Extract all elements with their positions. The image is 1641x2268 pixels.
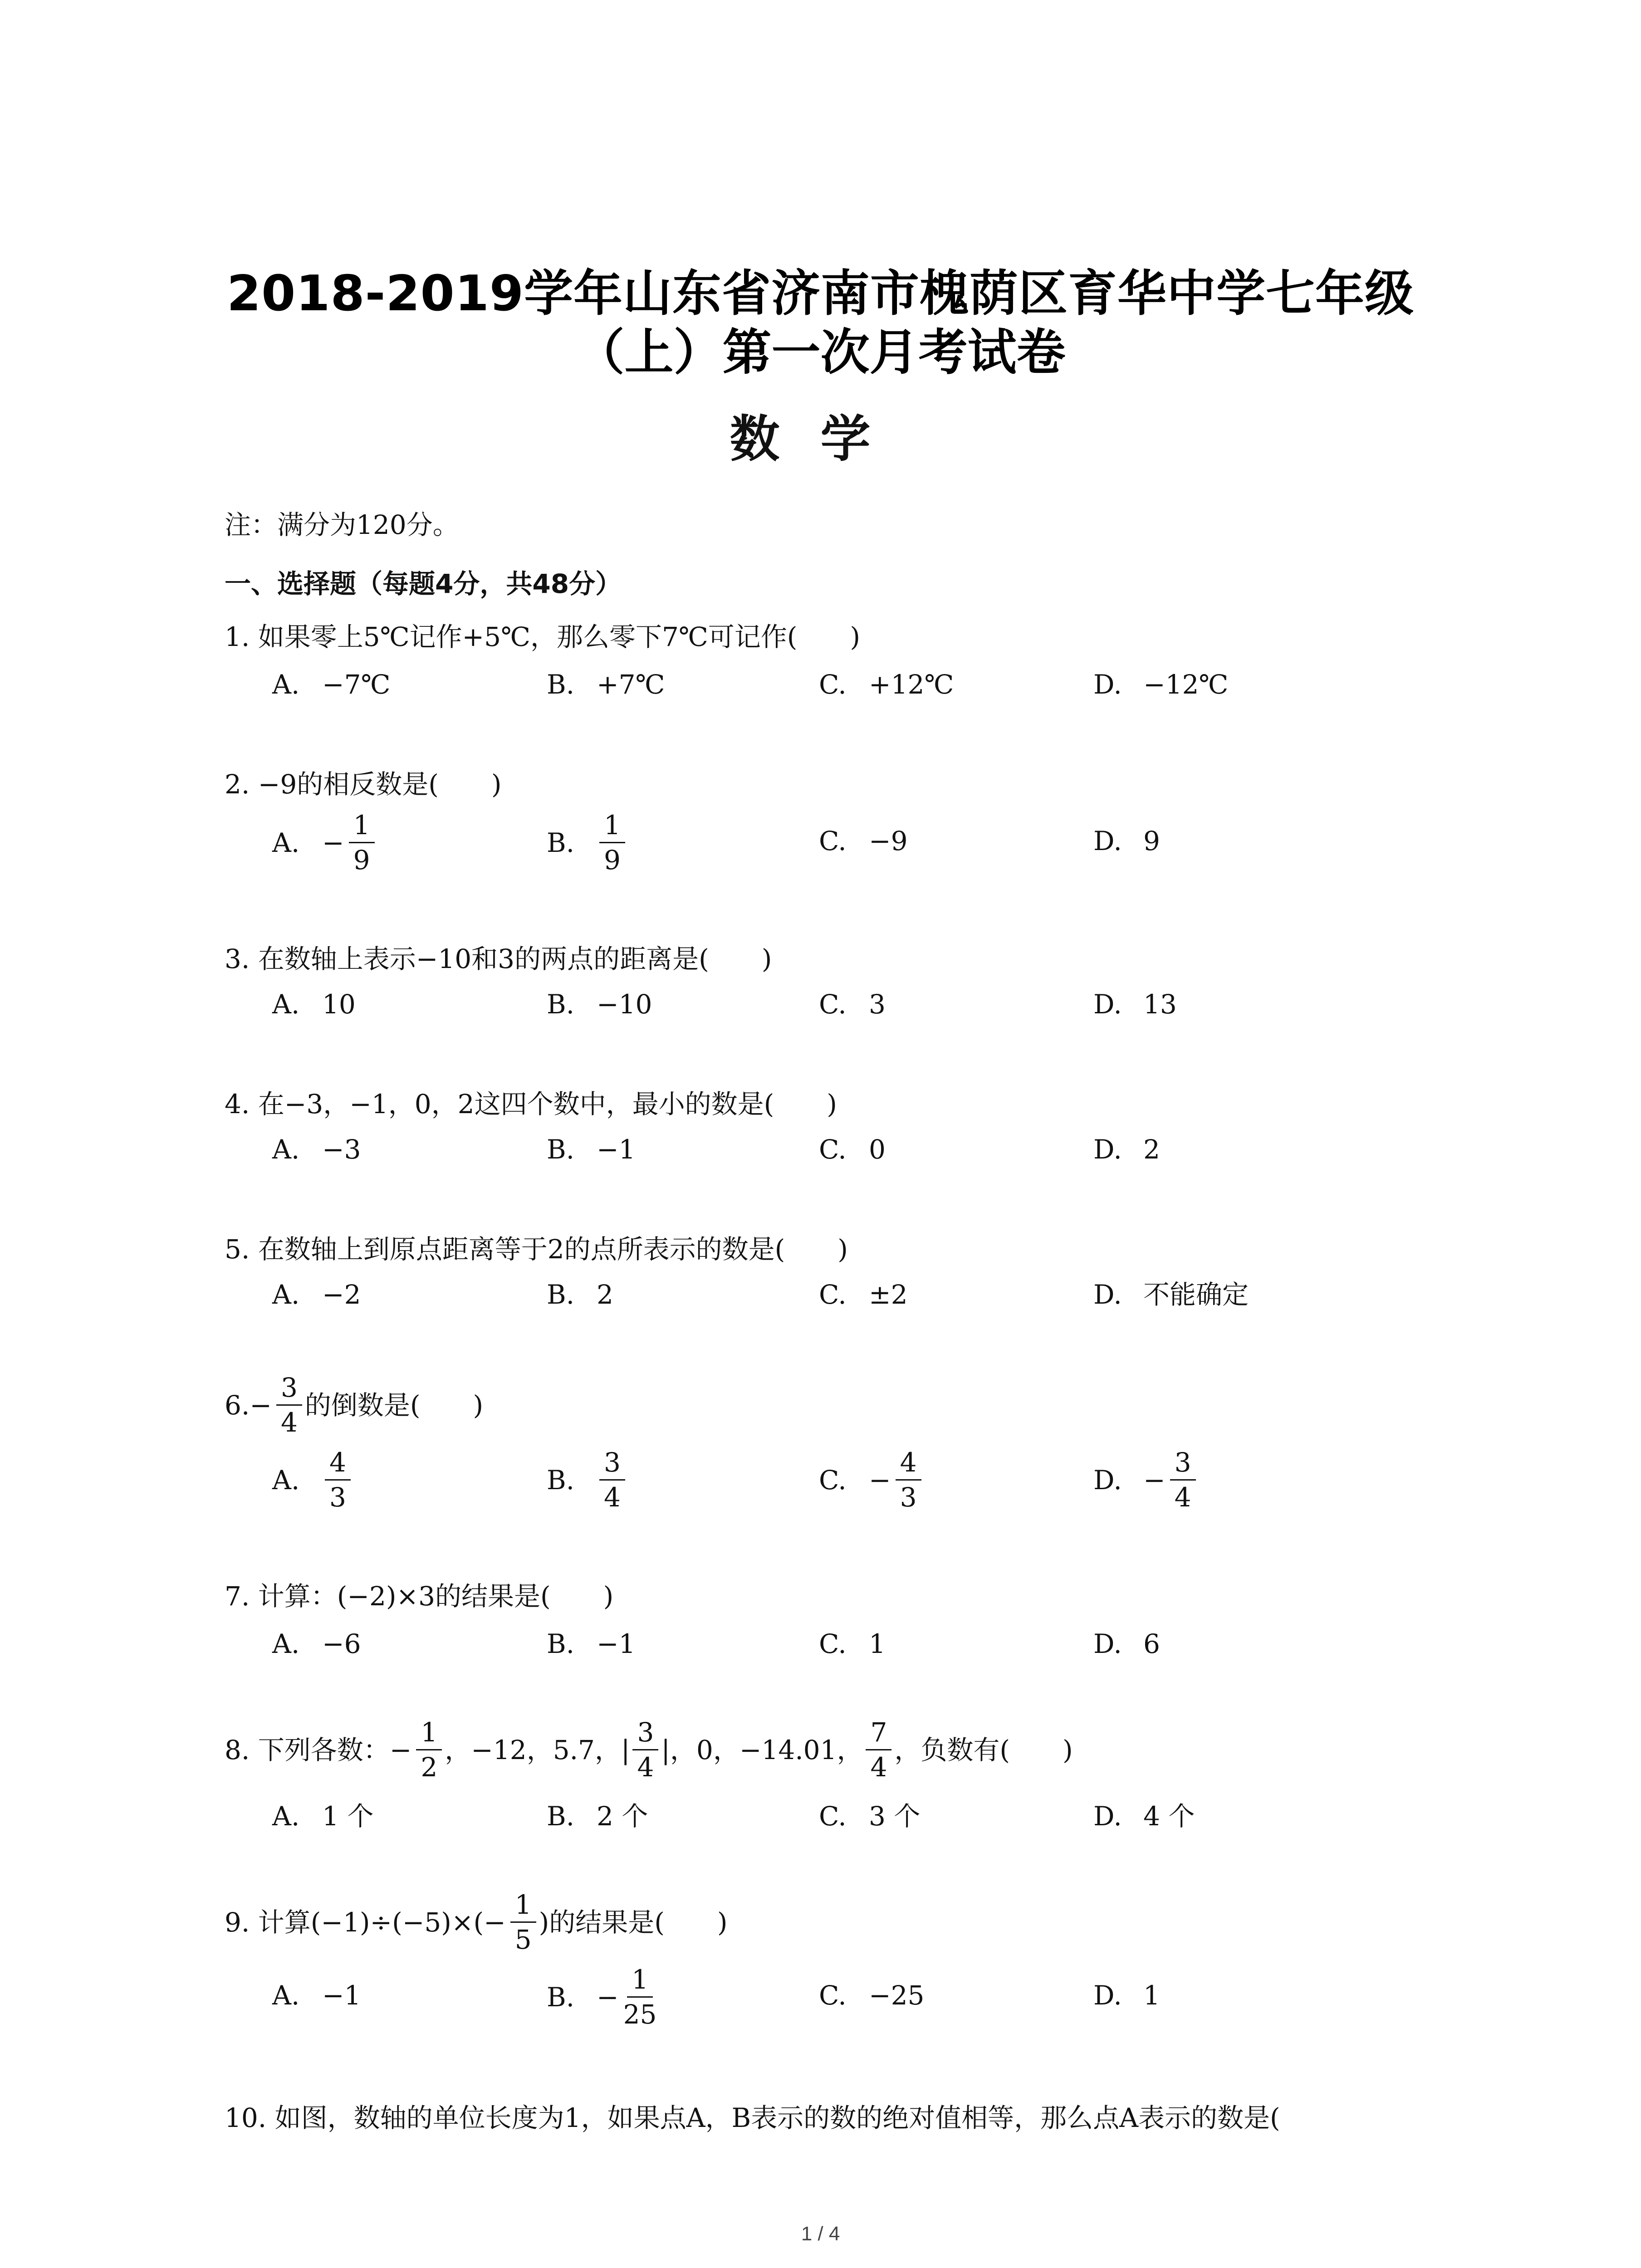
q8-option-a[interactable] <box>272 1801 374 1832</box>
exam-title-line1: 2018-2019学年山东省济南市槐荫区育华中学七年级 <box>227 265 1414 322</box>
minus-sign: − <box>322 827 344 858</box>
stem-prefix: 8. 下列各数： <box>225 1734 390 1765</box>
denominator: 2 <box>421 1752 438 1783</box>
option-value: 9 <box>1143 826 1160 856</box>
fraction <box>510 1889 536 1955</box>
minus-sign: − <box>869 1464 891 1496</box>
option-label: A. <box>272 1464 300 1496</box>
question-10-stem: 10. 如图，数轴的单位长度为1，如果点A，B表示的数的绝对值相等，那么点A表示的数是( <box>225 2102 1280 2133</box>
option-value: 2 <box>597 1279 613 1310</box>
denominator: 9 <box>604 845 621 875</box>
q2-option-a[interactable] <box>272 812 377 873</box>
option-value: 13 <box>1143 989 1177 1020</box>
subject-heading: 数学 <box>730 410 911 468</box>
denominator: 4 <box>637 1752 654 1783</box>
option-value: −10 <box>597 989 652 1020</box>
numerator: 1 <box>599 812 625 843</box>
q9-option-a[interactable] <box>272 1982 361 2009</box>
minus-sign: − <box>389 1734 412 1765</box>
q6-option-a[interactable] <box>272 1447 353 1513</box>
numerator: 4 <box>325 1449 351 1481</box>
option-label: B. <box>547 1628 575 1659</box>
option-label: B. <box>547 1464 575 1496</box>
q4-option-d[interactable] <box>1093 1136 1160 1163</box>
option-value: 10 <box>322 989 356 1020</box>
option-value: 1 <box>1143 1980 1160 2011</box>
numerator: 3 <box>1170 1449 1196 1481</box>
option-label: B. <box>547 1134 575 1165</box>
option-label: D. <box>1093 1628 1122 1659</box>
denominator: 9 <box>353 845 370 875</box>
denominator: 4 <box>870 1752 887 1783</box>
option-label: B. <box>547 1981 575 2013</box>
option-value: 不能确定 <box>1143 1279 1249 1310</box>
numerator: 1 <box>349 812 375 843</box>
q4-option-a[interactable] <box>272 1136 361 1163</box>
option-value: 2 个 <box>597 1801 648 1832</box>
q6-option-c[interactable] <box>819 1447 924 1513</box>
numerator: 1 <box>510 1892 536 1923</box>
q5-option-b[interactable] <box>547 1281 613 1308</box>
option-value: −2 <box>322 1279 361 1310</box>
score-note: 注：满分为120分。 <box>225 509 459 540</box>
option-label: A. <box>272 989 300 1020</box>
q5-option-d[interactable] <box>1093 1281 1249 1308</box>
option-label: D. <box>1093 1464 1122 1496</box>
option-value: −6 <box>322 1628 361 1659</box>
numerator: 3 <box>599 1449 625 1481</box>
numerator: 4 <box>896 1449 921 1481</box>
fraction <box>276 1374 302 1436</box>
q3-option-c[interactable] <box>819 989 886 1020</box>
option-value: −1 <box>597 1628 636 1659</box>
option-value: 2 <box>1143 1134 1160 1165</box>
option-label: A. <box>272 669 300 700</box>
question-8-stem <box>225 1717 1073 1783</box>
option-label: C. <box>819 669 847 700</box>
option-label: A. <box>272 1134 300 1165</box>
question-4-stem: 4. 在−3，−1，0，2这四个数中，最小的数是( ) <box>225 1089 837 1119</box>
denominator: 5 <box>514 1924 532 1955</box>
option-value: −1 <box>597 1134 636 1165</box>
denominator: 4 <box>280 1407 298 1438</box>
option-label: A. <box>272 827 300 858</box>
q7-option-c[interactable] <box>819 1628 886 1659</box>
q4-option-b[interactable] <box>547 1136 636 1163</box>
q1-option-c[interactable] <box>819 671 954 698</box>
q1-option-d[interactable] <box>1093 671 1228 698</box>
option-value: −1 <box>322 1980 361 2011</box>
option-label: A. <box>272 1801 300 1832</box>
question-6-stem <box>225 1374 483 1436</box>
option-label: B. <box>547 989 575 1020</box>
denominator: 25 <box>623 1999 657 2030</box>
stem-suffix: )的结果是( ) <box>539 1906 728 1938</box>
option-label: D. <box>1093 669 1122 700</box>
q4-option-c[interactable] <box>819 1136 886 1163</box>
question-9-stem <box>225 1889 728 1955</box>
q1-option-b[interactable] <box>547 671 665 698</box>
q6-option-d[interactable] <box>1093 1447 1199 1513</box>
option-label: D. <box>1093 1980 1122 2011</box>
option-label: A. <box>272 1279 300 1310</box>
q9-option-c[interactable] <box>819 1982 924 2009</box>
q8-option-b[interactable] <box>547 1801 648 1832</box>
minus-sign: − <box>597 1981 619 2013</box>
option-value: +7℃ <box>597 669 665 700</box>
denominator: 4 <box>604 1482 621 1513</box>
q5-option-c[interactable] <box>819 1281 908 1308</box>
fraction <box>866 1717 892 1783</box>
numerator: 3 <box>276 1374 302 1406</box>
option-label: A. <box>272 1628 300 1659</box>
option-label: B. <box>547 1279 575 1310</box>
option-label: D. <box>1093 1801 1122 1832</box>
option-label: C. <box>819 1801 847 1832</box>
fraction <box>349 812 375 873</box>
minus-sign: − <box>250 1389 272 1421</box>
option-value: −3 <box>322 1134 361 1165</box>
fraction <box>599 1447 625 1513</box>
stem-middle: ，−12，5.7，| <box>445 1734 630 1765</box>
fraction <box>325 1447 351 1513</box>
option-value: 1 个 <box>322 1801 374 1832</box>
numerator: 3 <box>632 1719 658 1750</box>
q3-option-a[interactable] <box>272 989 356 1020</box>
q8-option-d[interactable] <box>1093 1801 1195 1832</box>
option-value: −9 <box>869 826 908 856</box>
q8-option-c[interactable] <box>819 1801 921 1832</box>
option-label: C. <box>819 1980 847 2011</box>
q9-option-b[interactable] <box>547 1966 659 2028</box>
stem-prefix: 9. 计算(−1)÷(−5)×( <box>225 1906 484 1938</box>
question-2-stem: 2. −9的相反数是( ) <box>225 769 502 800</box>
page-number: 1 / 4 <box>801 2223 840 2245</box>
q9-option-d[interactable] <box>1093 1982 1160 2009</box>
option-label: B. <box>547 827 575 858</box>
numerator: 1 <box>416 1719 442 1750</box>
q7-option-a[interactable] <box>272 1628 361 1659</box>
option-value: 1 <box>869 1628 886 1659</box>
exam-title-line2: （上）第一次月考试卷 <box>575 324 1066 381</box>
stem-suffix: ，负数有( ) <box>894 1734 1073 1765</box>
denominator: 4 <box>1174 1482 1191 1513</box>
option-value: ±2 <box>869 1279 908 1310</box>
q7-option-d[interactable] <box>1093 1628 1160 1659</box>
fraction <box>599 812 625 873</box>
option-value: −12℃ <box>1143 669 1229 700</box>
option-label: B. <box>547 1801 575 1832</box>
option-label: C. <box>819 1134 847 1165</box>
question-3-stem: 3. 在数轴上表示−10和3的两点的距离是( ) <box>225 943 772 974</box>
option-value: 4 个 <box>1143 1801 1195 1832</box>
q2-option-d[interactable] <box>1093 828 1160 854</box>
option-label: C. <box>819 1464 847 1496</box>
option-label: B. <box>547 669 575 700</box>
option-value: 0 <box>869 1134 886 1165</box>
fraction <box>896 1447 921 1513</box>
question-1-stem: 1. 如果零上5℃记作+5℃，那么零下7℃可记作( ) <box>225 621 860 652</box>
question-5-stem: 5. 在数轴上到原点距离等于2的点所表示的数是( ) <box>225 1234 848 1265</box>
option-label: C. <box>819 989 847 1020</box>
option-label: D. <box>1093 1279 1122 1310</box>
question-7-stem: 7. 计算：(−2)×3的结果是( ) <box>225 1581 614 1612</box>
option-label: C. <box>819 1279 847 1310</box>
fraction <box>1170 1447 1196 1513</box>
option-label: A. <box>272 1980 300 2011</box>
option-label: C. <box>819 1628 847 1659</box>
option-value: 3 个 <box>869 1801 921 1832</box>
option-label: C. <box>819 826 847 856</box>
minus-sign: − <box>484 1906 506 1938</box>
option-value: +12℃ <box>869 669 954 700</box>
stem-prefix: 6. <box>225 1389 250 1421</box>
q2-option-c[interactable] <box>819 828 908 854</box>
option-value: 3 <box>869 989 886 1020</box>
numerator: 7 <box>866 1719 892 1750</box>
q6-option-b[interactable] <box>547 1447 628 1513</box>
section-heading: 一、选择题（每题4分，共48分） <box>225 568 622 599</box>
q5-option-a[interactable] <box>272 1281 361 1308</box>
minus-sign: − <box>1143 1464 1166 1496</box>
numerator: 1 <box>627 1966 653 1998</box>
option-value: −7℃ <box>322 669 391 700</box>
option-value: −25 <box>869 1980 925 2011</box>
option-label: D. <box>1093 826 1122 856</box>
option-label: D. <box>1093 1134 1122 1165</box>
q1-option-a[interactable] <box>272 671 390 698</box>
fraction <box>623 1966 657 2028</box>
stem-suffix: 的倒数是( ) <box>304 1389 484 1421</box>
stem-middle: |，0，−14.01， <box>661 1734 863 1765</box>
denominator: 3 <box>900 1482 917 1513</box>
q3-option-b[interactable] <box>547 989 652 1020</box>
q3-option-d[interactable] <box>1093 989 1177 1020</box>
option-value: 6 <box>1143 1628 1160 1659</box>
q2-option-b[interactable] <box>547 812 628 873</box>
option-label: D. <box>1093 989 1122 1020</box>
q7-option-b[interactable] <box>547 1628 636 1659</box>
fraction <box>416 1717 442 1783</box>
fraction <box>632 1717 658 1783</box>
denominator: 3 <box>329 1482 346 1513</box>
